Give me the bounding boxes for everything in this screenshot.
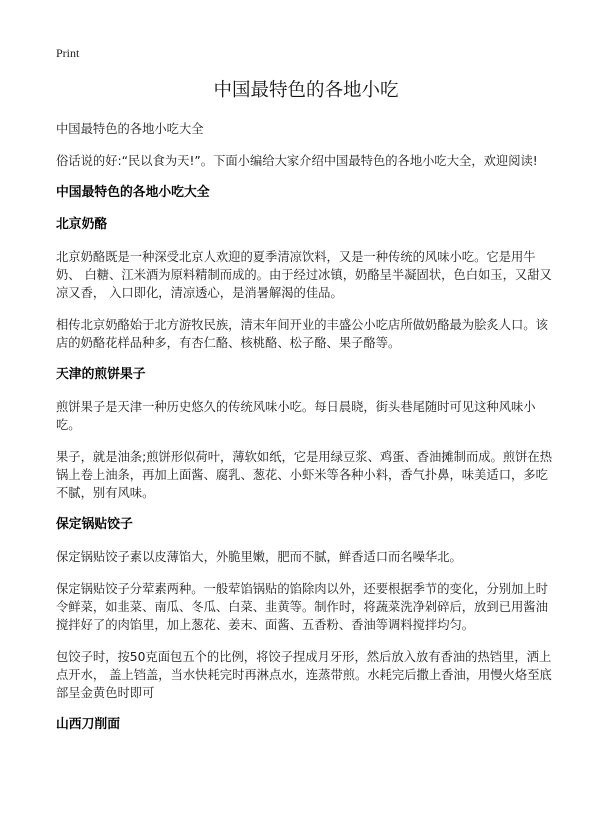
tianjin-heading: 天津的煎饼果子: [56, 367, 146, 382]
baoding-paragraph-3: 包饺子时，按50克面包五个的比例，将饺子捏成月牙形，然后放入放有香油的热铛里，洒上点开水， 盖上铛盖，当水快耗完时再淋点水，连蒸带煎。水耗完后撒上香油，用慢火烙至底部呈金黄色时即可: [56, 650, 552, 700]
beijing-paragraph-2: 相传北京奶酪始于北方游牧民族，清末年间开业的丰盛公小吃店所做奶酪最为脍炙人口。该店的奶酪花样品种多，有杏仁酪、核桃酪、松子酪、果子酪等。: [56, 318, 548, 350]
beijing-heading: 北京奶酪: [56, 217, 108, 232]
tianjin-paragraph-2: 果子，就是油条;煎饼形似荷叶，薄软如纸，它是用绿豆浆、鸡蛋、香油摊制而成。煎饼在热锅上卷上油条，再加上面酱、腐乳、葱花、小虾米等各种小料，香气扑鼻，味美适口，多吃不腻，别有风味。: [56, 450, 553, 500]
section-heading: 中国最特色的各地小吃大全: [56, 185, 210, 200]
baoding-paragraph-1: 保定锅贴饺子素以皮薄馅大，外脆里嫩，肥而不腻，鲜香适口而名噪华北。: [56, 550, 462, 564]
baoding-paragraph-2: 保定锅贴饺子分荤素两种。一般荤馅锅贴的馅除肉以外，还要根据季节的变化，分别加上时令鲜菜，如韭菜、南瓜、冬瓜、白菜、韭黄等。制作时，将蔬菜洗净剁碎后，放到已用酱油搅拌好了的肉馅里，加上葱花、姜末、面酱、五香粉、香油等调料搅拌均匀。: [56, 582, 548, 632]
print-link[interactable]: Print: [56, 46, 80, 60]
baoding-heading: 保定锅贴饺子: [56, 517, 133, 532]
beijing-paragraph-1: 北京奶酪既是一种深受北京人欢迎的夏季清凉饮料，又是一种传统的风味小吃。它是用牛奶、 白糖、江米酒为原料精制而成的。由于经过冰镇，奶酪呈半凝固状，色白如玉，又甜又凉又香， 入口即化，清凉透心，是消暑解渴的佳品。: [56, 250, 552, 300]
article-subtitle: 中国最特色的各地小吃大全: [56, 122, 204, 136]
shanxi-heading: 山西刀削面: [56, 717, 120, 732]
page-title: 中国最特色的各地小吃: [213, 80, 399, 101]
tianjin-paragraph-1: 煎饼果子是天津一种历史悠久的传统风味小吃。每日晨晓，街头巷尾随时可见这种风味小吃。: [56, 400, 536, 432]
intro-paragraph: 俗话说的好:“民以食为天!”。下面小编给大家介绍中国最特色的各地小吃大全，欢迎阅读!: [56, 154, 538, 168]
